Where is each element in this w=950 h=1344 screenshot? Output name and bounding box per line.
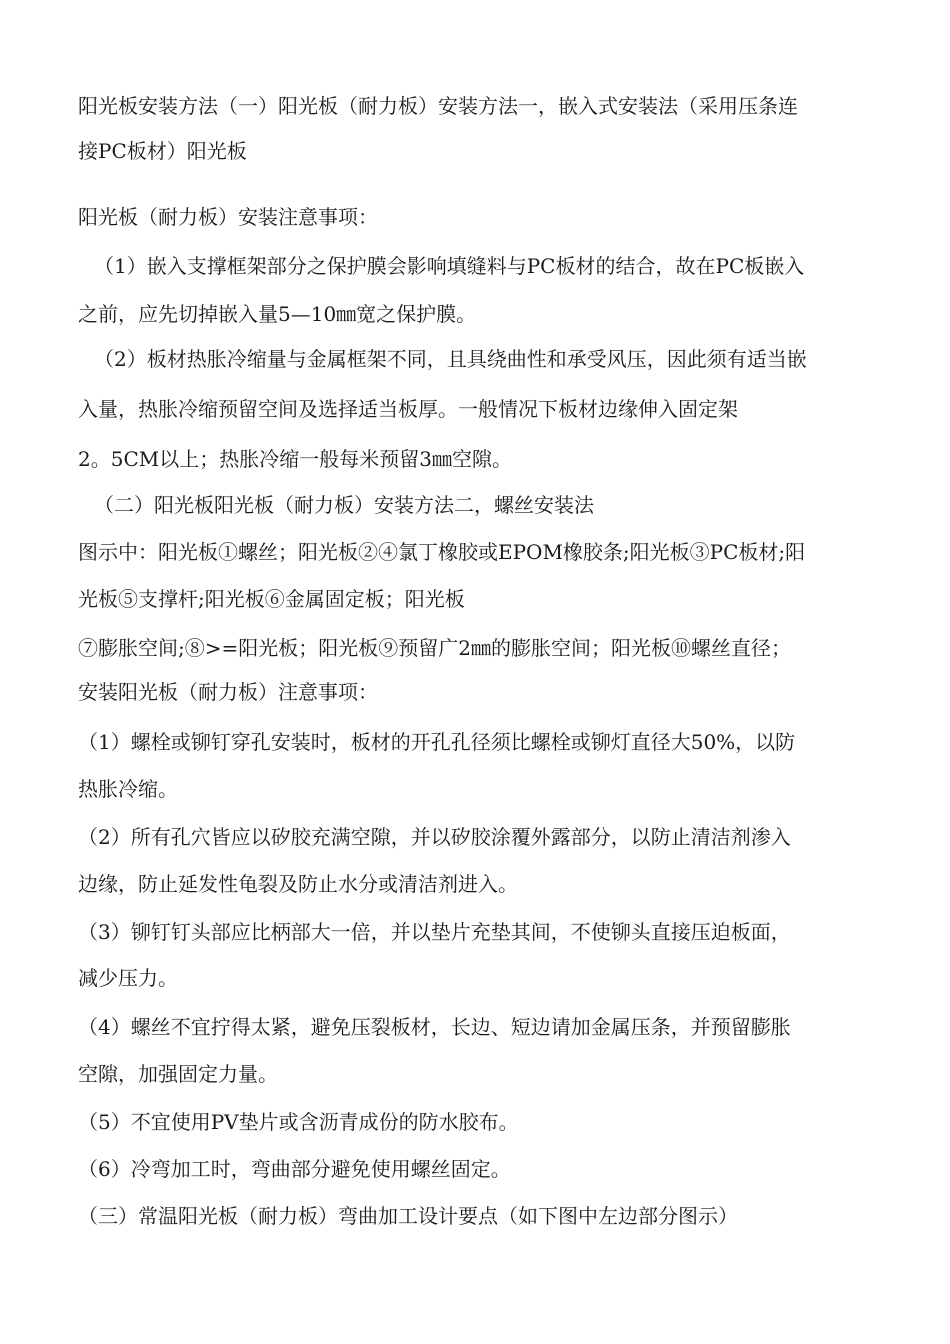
- text-line-2: 接PC板材）阳光板: [78, 139, 247, 163]
- section-heading-notes-2: 安装阳光板（耐力板）注意事项：: [78, 680, 378, 704]
- text-line-12: ⑦膨胀空间;⑧>=阳光板；阳光板⑨预留广2㎜的膨胀空间；阳光板⑩螺丝直径；: [78, 636, 791, 660]
- section-heading-method-2: （二）阳光板阳光板（耐力板）安装方法二，螺丝安装法: [94, 493, 594, 517]
- text-line-15: 热胀冷缩。: [78, 777, 178, 801]
- section-heading-method-3: （三）常温阳光板（耐力板）弯曲加工设计要点（如下图中左边部分图示）: [78, 1204, 738, 1228]
- text-line-21: 空隙，加强固定力量。: [78, 1062, 278, 1086]
- text-line-18: （3）铆钉钉头部应比柄部大一倍，并以垫片充垫其间，不使铆头直接压迫板面，: [78, 920, 791, 944]
- text-line-23: （6）冷弯加工时，弯曲部分避免使用螺丝固定。: [78, 1157, 511, 1181]
- text-line-4: （1）嵌入支撑框架部分之保护膜会影响填缝料与PC板材的结合，故在PC板嵌入: [94, 254, 805, 278]
- text-line-5: 之前，应先切掉嵌入量5—10㎜宽之保护膜。: [78, 302, 477, 326]
- text-line-19: 减少压力。: [78, 966, 178, 990]
- text-line-16: （2）所有孔穴皆应以矽胶充满空隙，并以矽胶涂覆外露部分，以防止清洁剂渗入: [78, 825, 791, 849]
- text-line-22: （5）不宜使用PV垫片或含沥青成份的防水胶布。: [78, 1110, 519, 1134]
- text-line-7: 入量，热胀冷缩预留空间及选择适当板厚。一般情况下板材边缘伸入固定架: [78, 397, 738, 421]
- text-line-8: 2。5CM以上；热胀冷缩一般每米预留3㎜空隙。: [78, 447, 512, 471]
- text-line-10: 图示中：阳光板①螺丝；阳光板②④氯丁橡胶或EPOM橡胶条;阳光板③PC板材;阳: [78, 540, 806, 564]
- text-line-17: 边缘，防止延发性龟裂及防止水分或清洁剂进入。: [78, 872, 518, 896]
- text-line-14: （1）螺栓或铆钉穿孔安装时，板材的开孔孔径须比螺栓或铆灯直径大50%，以防: [78, 730, 796, 754]
- text-line-20: （4）螺丝不宜拧得太紧，避免压裂板材，长边、短边请加金属压条，并预留膨胀: [78, 1015, 791, 1039]
- section-heading-notes-1: 阳光板（耐力板）安装注意事项：: [78, 205, 378, 229]
- text-line-11: 光板⑤支撑杆;阳光板⑥金属固定板；阳光板: [78, 587, 465, 611]
- text-line-6: （2）板材热胀冷缩量与金属框架不同，且具绕曲性和承受风压，因此须有适当嵌: [94, 347, 807, 371]
- text-line-1: 阳光板安装方法（一）阳光板（耐力板）安装方法一，嵌入式安装法（采用压条连: [78, 94, 798, 118]
